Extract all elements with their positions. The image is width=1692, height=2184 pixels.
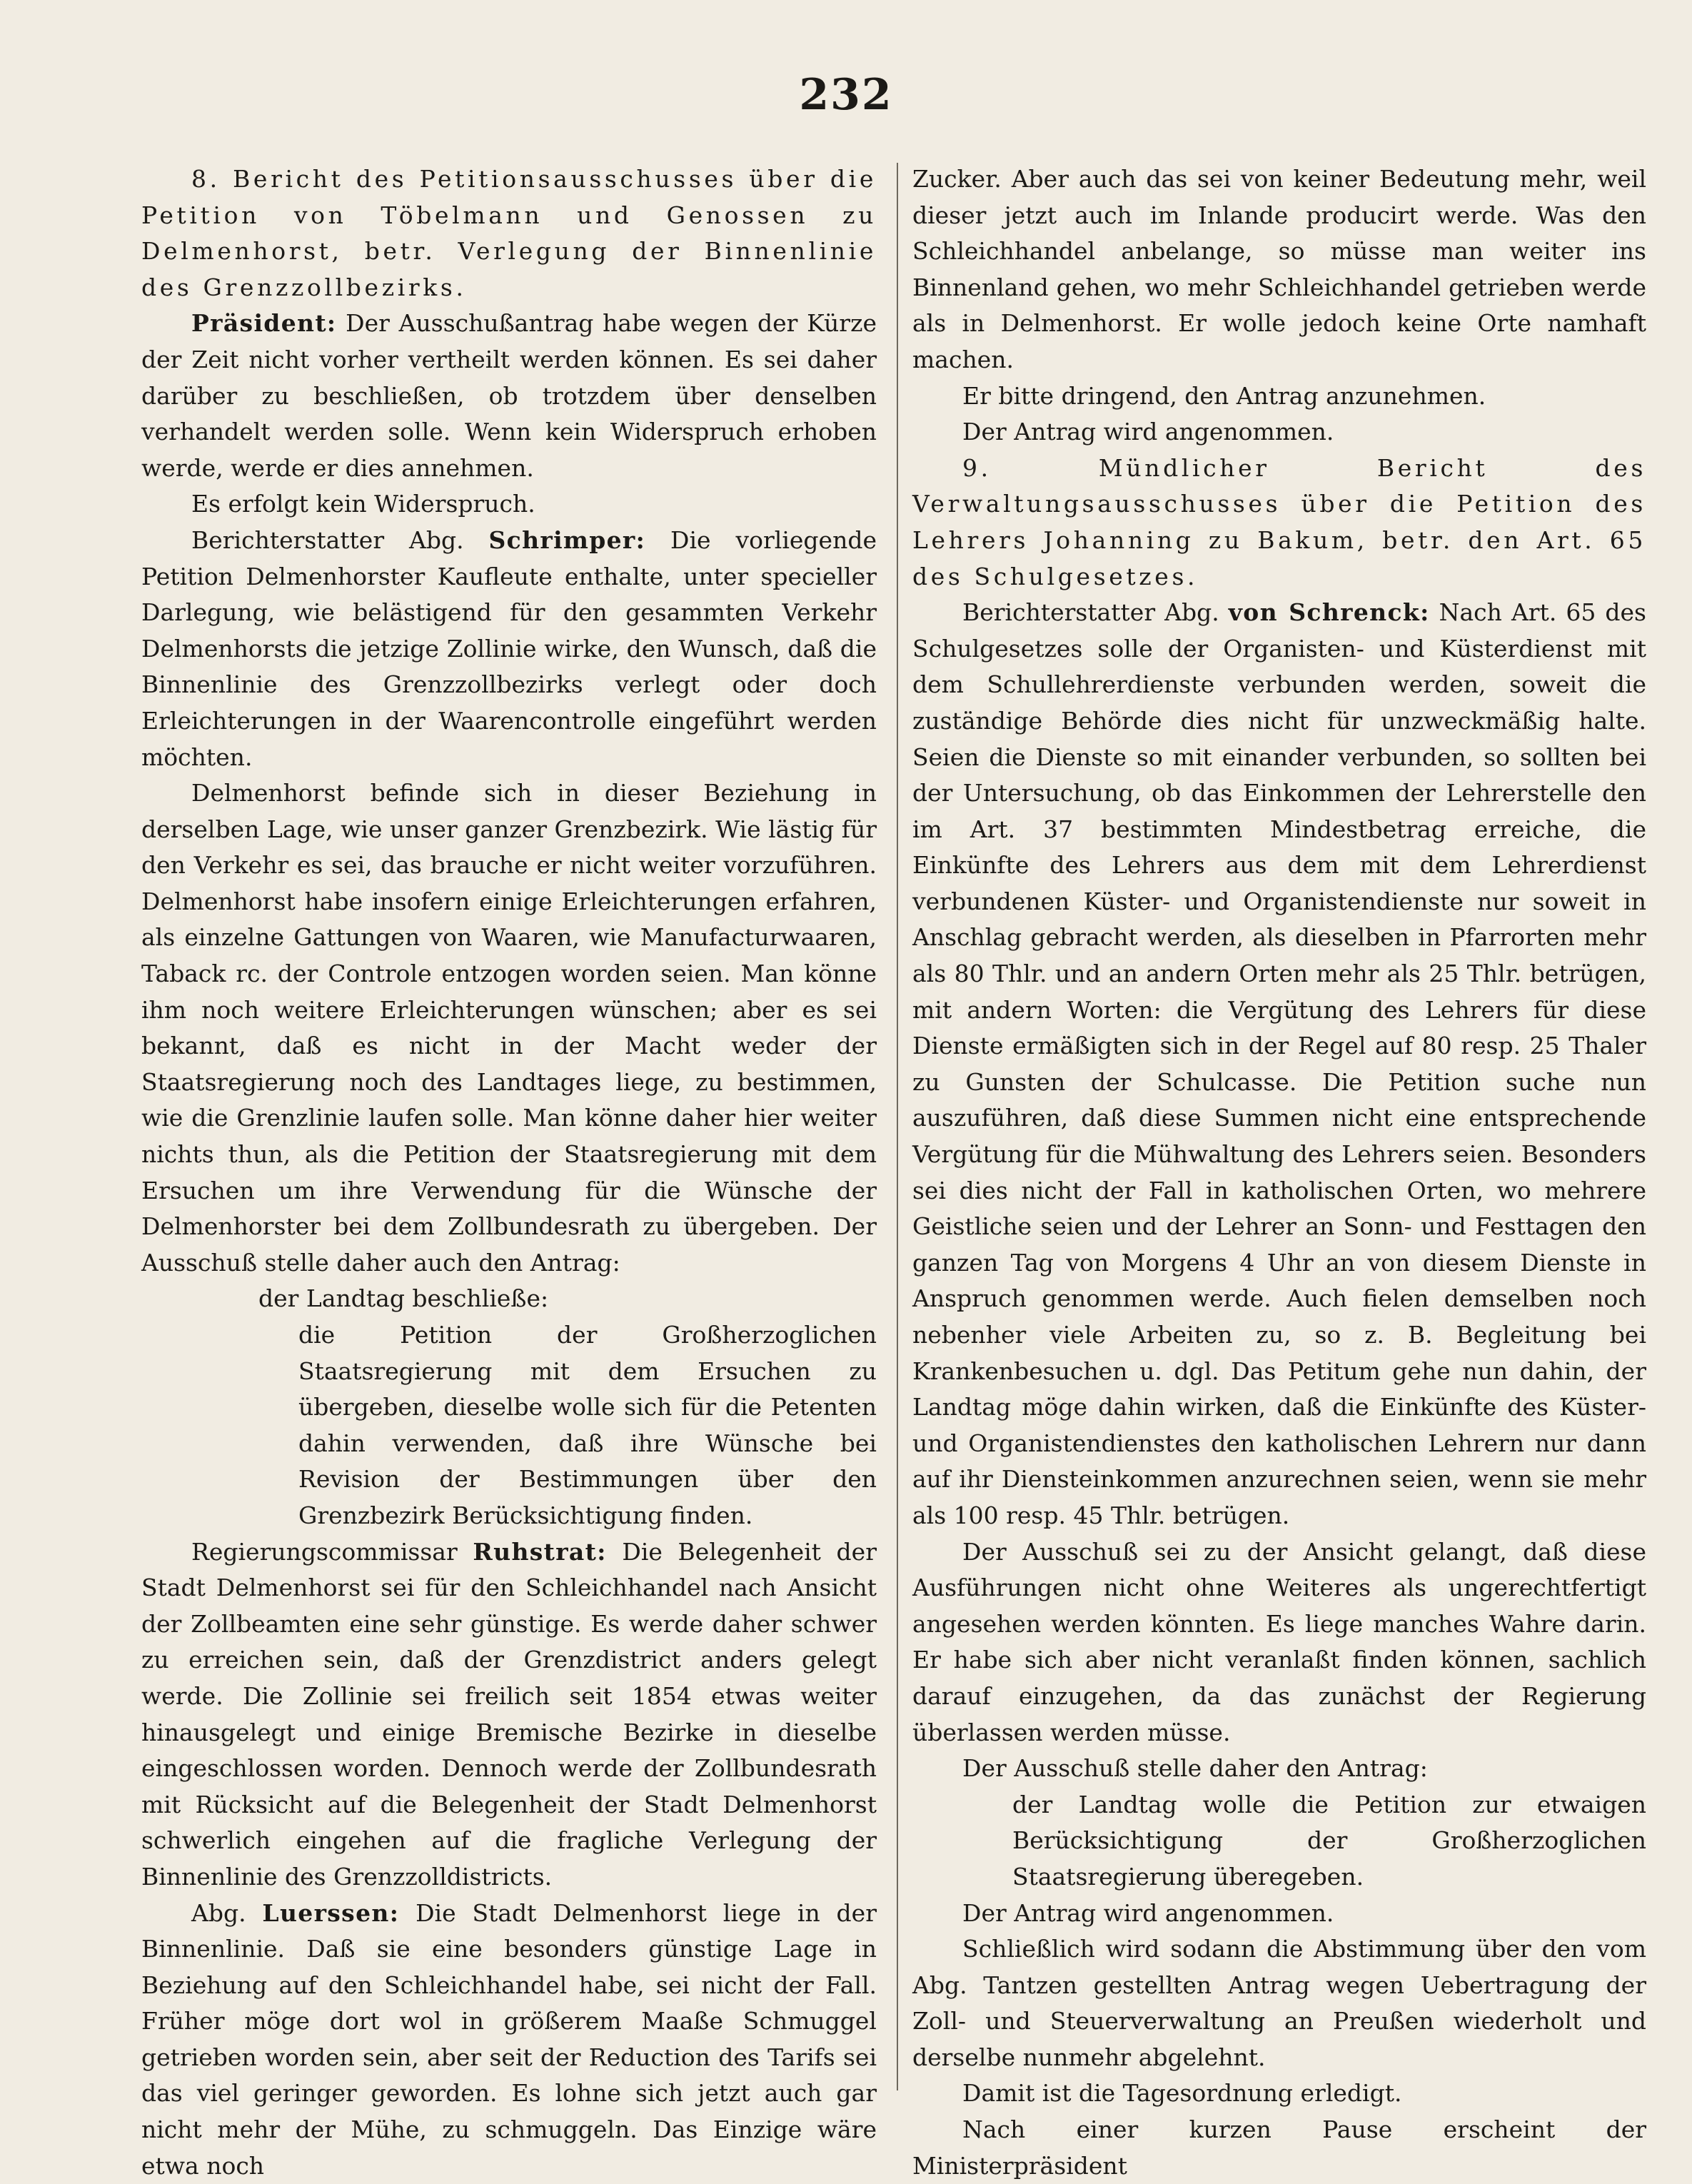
schrimper-paragraph — [141, 523, 877, 775]
speaker-schrimper: Schrimper: — [489, 526, 646, 554]
luerssen-prefix: Abg. — [191, 1899, 246, 1927]
antrag-block-right — [1012, 1787, 1646, 1896]
antrag-lead-right: Der Ausschuß stelle daher den Antrag: — [912, 1751, 1646, 1787]
speaker-praesident: Präsident: — [191, 309, 336, 337]
pause-line: Nach einer kurzen Pause erscheint der Ministerpräsident — [912, 2112, 1646, 2184]
schrimper-prefix: Berichterstatter Abg. — [191, 526, 464, 554]
angenommen-2: Der Antrag wird angenommen. — [912, 1896, 1646, 1932]
speaker-luerssen: Luerssen: — [262, 1899, 399, 1927]
luerssen-text: Die Stadt Delmenhorst liege in der Binnenlinie. Daß sie eine besonders günstige Lage in Beziehung auf den Schleichhandel habe, sei nicht der Fall. Früher möge dort wol in größerem Maaße Schmuggel getrieben worden sein, aber seit der Reduction des Tarifs sei das viel geringer geworden. Es lohne sich jetzt auch gar nicht mehr der Mühe, zu schmuggeln. Das Einzige wäre etwa noch — [141, 1899, 877, 2180]
schrenck-paragraph — [912, 595, 1646, 1534]
abstimmung-paragraph: Schließlich wird sodann die Abstimmung über den vom Abg. Tantzen gestellten Antrag wegen Uebertragung der Zoll- und Steuerverwaltung an Preußen wiederholt und derselbe nunmehr abgelehnt. — [912, 1931, 1646, 2075]
angenommen-1: Der Antrag wird angenommen. — [912, 414, 1646, 451]
left-column — [141, 161, 877, 2184]
antrag-lead-left: der Landtag beschließe: — [258, 1281, 877, 1317]
ruhstrat-text: Die Belegenheit der Stadt Delmenhorst sei für den Schleichhandel nach Ansicht der Zollbeamten eine sehr günstige. Es werde daher schwer zu erreichen sein, daß der Grenzdistrict anders gelegt werde. Die Zollinie sei freilich seit 1854 etwas weiter hinausgelegt und einige Bremische Bezirke in dieselbe eingeschlossen worden. Dennoch werde der Zollbundesrath mit Rücksicht auf die Belegenheit der Stadt Delmenhorst schwerlich eingehen auf die fragliche Verlegung der Binnenlinie des Grenzzolldistricts. — [141, 1538, 877, 1891]
ruhstrat-prefix: Regierungscommissar — [191, 1538, 458, 1566]
tagesordnung-line: Damit ist die Tagesordnung erledigt. — [912, 2075, 1646, 2112]
antrag-text-right: der Landtag wolle die Petition zur etwaigen Berücksichtigung der Großherzoglichen Staatsregierung überegeben. — [1012, 1787, 1646, 1896]
praesident-paragraph — [141, 306, 877, 486]
continuation-text: Zucker. Aber auch das sei von keiner Bedeutung mehr, weil dieser jetzt auch im Inlande producirt werde. Was den Schleichhandel anbelange, so müsse man weiter ins Binnenland gehen, wo mehr Schleichhandel getrieben werde als in Delmenhorst. Er wolle jedoch keine Orte namhaft machen. — [912, 161, 1646, 378]
speaker-schrenck: von Schrenck: — [1229, 598, 1430, 626]
column-divider — [897, 163, 898, 2090]
antrag-text-left: die Petition der Großherzoglichen Staatsregierung mit dem Ersuchen zu übergeben, dieselbe wolle sich für die Petenten dahin verwenden, daß ihre Wünsche bei Revision der Bestimmungen über den Grenzbezirk Berücksichtigung finden. — [298, 1317, 877, 1534]
luerssen-paragraph — [141, 1896, 877, 2184]
item9-heading: 9. Mündlicher Bericht des Verwaltungsausschusses über die Petition des Lehrers Johanning zu Bakum, betr. den Art. 65 des Schulgesetzes. — [912, 451, 1646, 595]
praesident-text: Der Ausschußantrag habe wegen der Kürze der Zeit nicht vorher vertheilt werden können. Es sei daher darüber zu beschließen, ob trotzdem über denselben verhandelt werden solle. Wenn kein Widerspruch erhoben werde, werde er dies annehmen. — [141, 309, 877, 481]
ausschuss-paragraph: Der Ausschuß sei zu der Ansicht gelangt, daß diese Ausführungen nicht ohne Weiteres als ungerechtfertigt angesehen werden könnten. Es liege manches Wahre darin. Er habe sich aber nicht veranlaßt finden können, sachlich darauf einzugehen, da das zunächst der Regierung überlassen werden müsse. — [912, 1534, 1646, 1751]
item8-heading: 8. Bericht des Petitionsausschusses über die Petition von Töbelmann und Genossen zu Delmenhorst, betr. Verlegung der Binnenlinie des Grenzzollbezirks. — [141, 161, 877, 306]
antrag-block-left — [258, 1281, 877, 1534]
page-number: 232 — [0, 70, 1692, 120]
right-column — [912, 161, 1646, 2184]
schrimper-paragraph-2: Delmenhorst befinde sich in dieser Beziehung in derselben Lage, wie unser ganzer Grenzbezirk. Wie lästig für den Verkehr es sei, das brauche er nicht weiter vorzuführen. Delmenhorst habe insofern einige Erleichterungen erfahren, als einzelne Gattungen von Waaren, wie Manufacturwaaren, Taback rc. der Controle entzogen worden seien. Man könne ihm noch weitere Erleichterungen wünschen; aber es sei bekannt, daß es nicht in der Macht weder der Staatsregierung noch des Landtages liege, zu bestimmen, wie die Grenzlinie laufen solle. Man könne daher hier weiter nichts thun, als die Petition der Staatsregierung mit dem Ersuchen um ihre Verwendung für die Wünsche der Delmenhorster bei dem Zollbundesrath zu übergeben. Der Ausschuß stelle daher auch den Antrag: — [141, 775, 877, 1281]
no-objection: Es erfolgt kein Widerspruch. — [141, 486, 877, 523]
schrimper-text: Die vorliegende Petition Delmenhorster Kaufleute enthalte, unter specieller Darlegung, wie belästigend für den gesammten Verkehr Delmenhorsts die jetzige Zollinie wirke, den Wunsch, daß die Binnenlinie des Grenzzollbezirks verlegt oder doch Erleichterungen in der Waarencontrolle eingeführt werden möchten. — [141, 526, 877, 771]
speaker-ruhstrat: Ruhstrat: — [473, 1538, 606, 1566]
ruhstrat-paragraph — [141, 1534, 877, 1896]
schrenck-prefix: Berichterstatter Abg. — [962, 598, 1219, 626]
bitte-line: Er bitte dringend, den Antrag anzunehmen. — [912, 378, 1646, 415]
schrenck-text: Nach Art. 65 des Schulgesetzes solle der Organisten- und Küsterdienst mit dem Schullehrerdienste verbunden werden, soweit die zuständige Behörde dies nicht für unzweckmäßig halte. Seien die Dienste so mit einander verbunden, so sollten bei der Untersuchung, ob das Einkommen der Lehrerstelle den im Art. 37 bestimmten Mindestbetrag erreiche, die Einkünfte des Lehrers aus dem mit dem Lehrerdienst verbundenen Küster- und Organistendienste nur soweit in Anschlag gebracht werden, als dieselben in Pfarrorten mehr als 80 Thlr. und an andern Orten mehr als 25 Thlr. betrügen, mit andern Worten: die Vergütung des Lehrers für diese Dienste ermäßigten sich in der Regel auf 80 resp. 25 Thaler zu Gunsten der Schulcasse. Die Petition suche nun auszuführen, daß diese Summen nicht eine entsprechende Vergütung für die Mühwaltung des Lehrers seien. Besonders sei dies nicht der Fall in katholischen Orten, wo mehrere Geistliche seien und der Lehrer an Sonn- und Festtagen den ganzen Tag von Morgens 4 Uhr an von diesem Dienste in Anspruch genommen werde. Auch fielen demselben noch nebenher viele Arbeiten zu, so z. B. Begleitung bei Krankenbesuchen u. dgl. Das Petitum gehe nun dahin, der Landtag möge dahin wirken, daß die Einkünfte des Küster- und Organistendienstes den katholischen Lehrern nur dann auf ihr Diensteinkommen anzurechnen seien, wenn sie mehr als 100 resp. 45 Thlr. betrügen. — [912, 598, 1646, 1529]
